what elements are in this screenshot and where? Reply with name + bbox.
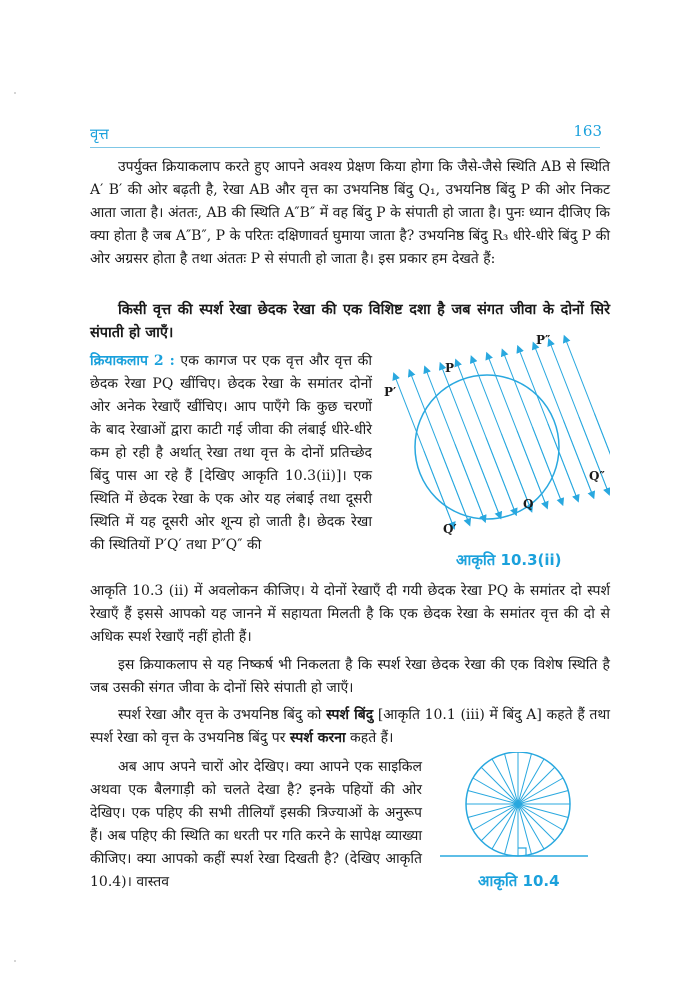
secant-line-end-4 <box>471 441 501 518</box>
label-q-double-prime: Q″ <box>589 469 605 483</box>
wheel-spoke-20 <box>518 754 531 804</box>
figure-10-4 <box>440 752 610 864</box>
wheel-spoke-8 <box>505 804 518 854</box>
wheel-spoke-18 <box>505 754 518 804</box>
label-q: Q <box>523 497 534 511</box>
secant-line-end-3 <box>455 444 485 521</box>
activity-2-label: क्रियाकलाप 2 : <box>90 353 175 369</box>
paragraph-1 <box>90 156 610 271</box>
activity-2-text: एक कागज पर एक वृत्त और वृत्त की छेदक रेखा PQ खींचिए। छेदक रेखा के समांतर दोनों ओर अनेक रेखाएँ खींचिए। आप पाएँगे कि कुछ चरणों के बाद रेखाओं द्वारा काटी गई जीवा की लंबाई धीरे-धीरे कम हो रही है अर्थात् रेखा तथा वृत्त के दोनों प्रतिच्छेद बिंदु पास आ रहे हैं [देखिए आकृति 10.3(ii)]। एक स्थिति में छेदक रेखा के एक ओर यह लंबाई तथा दूसरी स्थिति में यह दूसरी ओर शून्य हो जाती है। छेदक रेखा की स्थितियों P′Q′ तथा P″Q″ की <box>90 353 373 553</box>
chapter-title: वृत्त <box>90 125 109 143</box>
paragraph-point-of-contact <box>90 704 610 750</box>
tangent-definition-text: किसी वृत्त की स्पर्श रेखा छेदक रेखा की एक विशिष्ट दशा है जब संगत जीवा के दोनों सिरे संपाती हो जाएँ। <box>90 301 610 341</box>
label-p-prime: P′ <box>384 385 397 399</box>
paragraph-1-text: उपर्युक्त क्रियाकलाप करते हुए आपने अवश्य प्रेक्षण किया होगा कि जैसे-जैसे स्थिति AB से स्थिति A′ B′ की ओर बढ़ती है, रेखा AB और वृत्त का उभयनिष्ठ बिंदु Q₁, उभयनिष्ठ बिंदु P की ओर निकट आता जाता है। अंततः, AB की स्थिति A″B″ में वह बिंदु P के संपाती हो जाता है। पुनः ध्यान दीजिए कि क्या होता है जब A″B″, P के परितः दक्षिणावर्त घुमाया जाता है? उभयनिष्ठ बिंदु R₃ धीरे-धीरे बिंदु P की ओर अग्रसर होता है तथा अंततः P से संपाती हो जाता है। इस प्रकार हम देखते हैं: <box>90 159 610 267</box>
secant-line-end-10 <box>564 420 594 497</box>
p5-part-d: कहते हैं। <box>350 730 394 746</box>
wheel-spoke-24 <box>518 791 568 804</box>
p5-part-a: स्पर्श रेखा और वृत्त के उभयनिष्ठ बिंदु को <box>118 707 322 723</box>
activity-2-continued <box>90 580 610 649</box>
header-divider <box>90 147 600 148</box>
p5-part-c: [आकृति 10.1 (iii) में बिंदु A] कहते हैं तथा स्पर्श रेखा को वृत्त के उभयनिष्ठ बिंदु पर <box>90 707 610 746</box>
label-q-prime: Q′ <box>443 522 457 536</box>
activity-2 <box>90 350 372 557</box>
scan-dot <box>14 92 16 94</box>
paragraph-wheel-text: अब आप अपने चारों ओर देखिए। क्या आपने एक साइकिल अथवा एक बैलगाड़ी को चलते देखा है? इनके पहियों की ओर देखिए। एक पहिए की सभी तीलियाँ इसकी त्रिज्याओं के अनुरूप हैं। अब पहिए की स्थिति का धरती पर गति करने के सापेक्ष व्याख्या कीजिए। क्या आपको कहीं स्पर्श रेखा दिखती है? (देखिए आकृति 10.4)। वास्तव <box>90 759 422 890</box>
page-number: 163 <box>573 122 602 140</box>
term-touching: स्पर्श करना <box>289 730 346 746</box>
label-p-double-prime: P″ <box>536 333 551 347</box>
secant-line-end-9 <box>548 424 578 501</box>
figure-10-3-ii <box>382 330 610 545</box>
secant-line-12 <box>565 337 611 491</box>
label-p: P <box>445 361 455 375</box>
scan-dot <box>14 960 16 962</box>
wheel-spoke-14 <box>468 791 518 804</box>
wheel-spoke-2 <box>518 804 568 817</box>
wheel-spoke-12 <box>468 804 518 817</box>
figure-10-4-caption: आकृति 10.4 <box>478 872 560 890</box>
secant-lines <box>394 337 610 528</box>
paragraph-conclusion-text: इस क्रियाकलाप से यह निष्कर्ष भी निकलता है कि स्पर्श रेखा छेदक रेखा की एक विशेष स्थिति है जब उसकी संगत जीवा के दोनों सिरे संपाती हो जाएँ। <box>90 657 610 696</box>
secant-line-end-5 <box>486 437 516 514</box>
secant-line-end-2 <box>440 448 470 525</box>
term-point-of-contact: स्पर्श बिंदु <box>326 707 374 723</box>
paragraph-wheel <box>90 756 422 894</box>
figure-10-3-caption: आकृति 10.3(ii) <box>456 551 562 569</box>
activity-2-continued-text: आकृति 10.3 (ii) में अवलोकन कीजिए। ये दोनों रेखाएँ दी गयी छेदक रेखा PQ के समांतर दो स्पर्श रेखाएँ हैं इससे आपको यह जानने में सहायता मिलती है कि एक छेदक रेखा के समांतर वृत्त की दो से अधिक स्पर्श रेखाएँ नहीं होती हैं। <box>90 583 610 645</box>
wheel-spoke-6 <box>518 804 531 854</box>
paragraph-conclusion <box>90 654 610 700</box>
